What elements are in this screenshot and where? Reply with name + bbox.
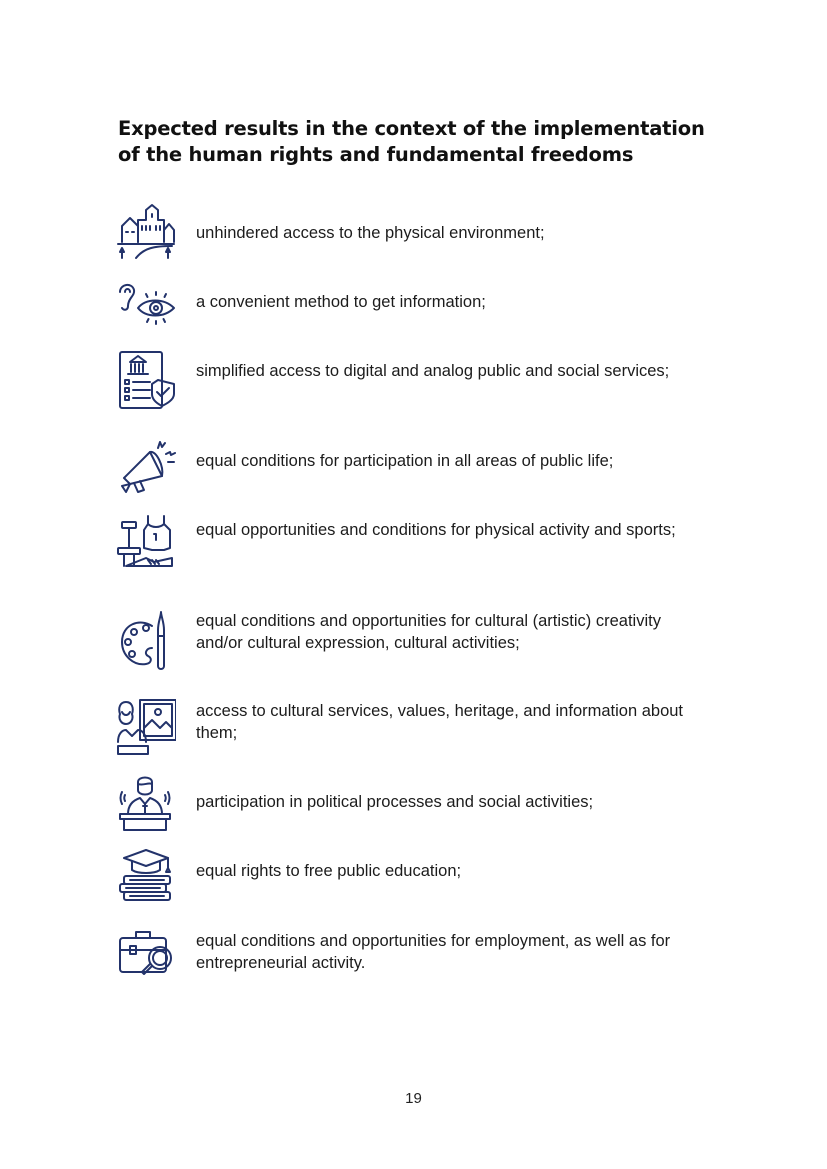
title-line-1: Expected results in the context of the implementation: [118, 117, 705, 140]
item-text: unhindered access to the physical environment;: [196, 224, 545, 242]
item-text: equal conditions for participation in all areas of public life;: [196, 452, 614, 470]
graduation-cap-books-icon: [116, 848, 176, 908]
town-icon: [116, 202, 176, 262]
item-text: equal opportunities and conditions for physical activity and sports;: [196, 521, 676, 539]
item-text: access to cultural services, values, heritage, and information about them;: [196, 702, 684, 742]
speaker-podium-icon: [116, 774, 176, 834]
sports-equipment-icon: [116, 512, 176, 572]
public-services-document-icon: [116, 350, 176, 410]
item-text: equal conditions and opportunities for employment, as well as for entrepreneurial activity.: [196, 932, 671, 972]
item-text: equal conditions and opportunities for cultural (artistic) creativity and/or cultural expression, cultural activities;: [196, 612, 661, 652]
item-text: a convenient method to get information;: [196, 293, 486, 311]
page-title: [118, 116, 718, 168]
item-text: equal rights to free public education;: [196, 862, 462, 880]
museum-portrait-icon: [116, 698, 176, 758]
briefcase-search-icon: [116, 926, 176, 986]
megaphone-icon: [116, 440, 176, 500]
art-palette-icon: [116, 610, 176, 670]
ear-eye-icon: [116, 278, 176, 338]
item-text: simplified access to digital and analog public and social services;: [196, 362, 670, 380]
item-text: participation in political processes and social activities;: [196, 793, 594, 811]
page-number: 19: [405, 1090, 422, 1107]
title-line-2: of the human rights and fundamental freedoms: [118, 143, 634, 166]
